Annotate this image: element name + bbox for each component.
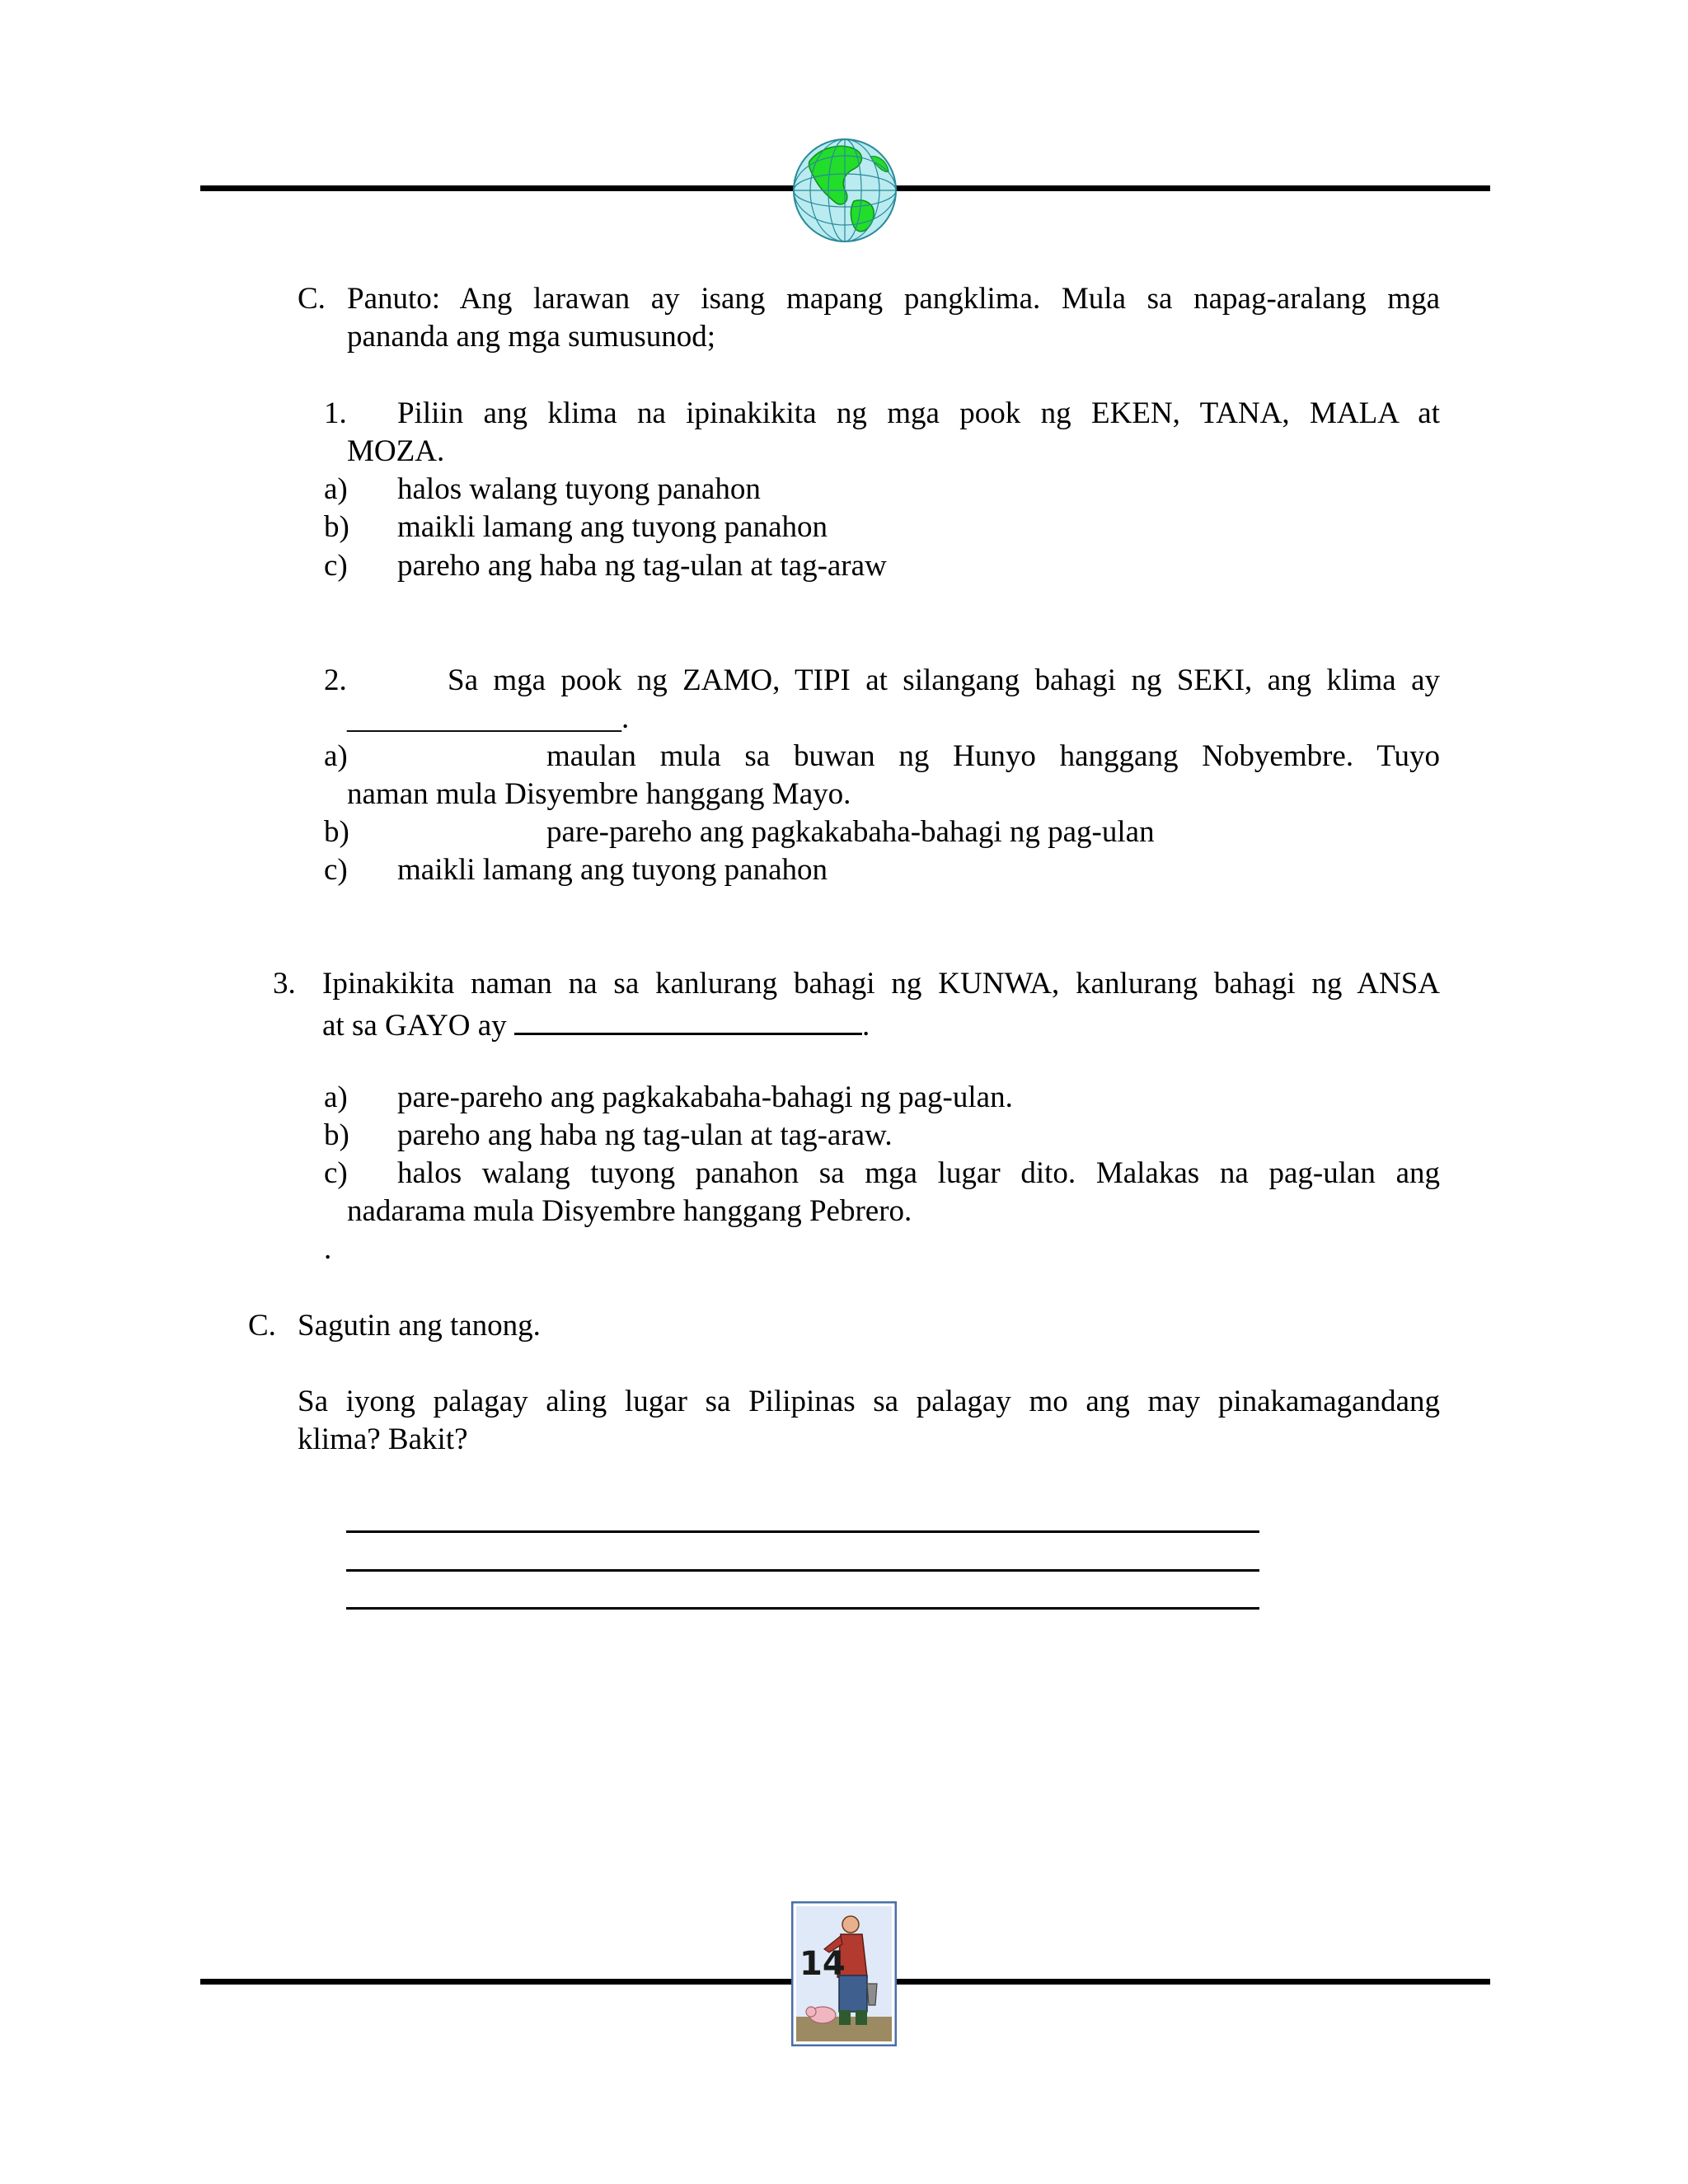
open-question-line-1: Sa iyong palagay aling lugar sa Pilipinas sa palagay mo ang may pinakamagandang: [298, 1385, 1440, 1418]
q3-text-line-2: [322, 1003, 870, 1045]
section-c-label: C.: [298, 282, 326, 316]
section-c2-heading: Sagutin ang tanong.: [298, 1309, 541, 1343]
page-badge: [791, 1901, 897, 2046]
globe-icon: [791, 137, 898, 244]
open-question-line-2: klima? Bakit?: [298, 1422, 468, 1456]
q3-option-a-label: a): [324, 1080, 348, 1114]
instruction-line-2: pananda ang mga sumusunod;: [347, 320, 715, 354]
q3-option-c-text-line-2: nadarama mula Disyembre hanggang Pebrero.: [347, 1194, 912, 1228]
page-number: 14: [799, 1945, 846, 1983]
q2-option-b-text: pare-pareho ang pagkakabaha-bahagi ng pag-ulan: [546, 815, 1155, 849]
answer-blank[interactable]: [514, 1003, 862, 1035]
q1-text-line-2: MOZA.: [347, 434, 445, 468]
q2-option-a-text-line-1: maulan mula sa buwan ng Hunyo hanggang Nobyembre. Tuyo: [546, 739, 1440, 773]
q2-option-a-label: a): [324, 739, 348, 773]
q3-text-line-2-suffix: .: [861, 1009, 870, 1043]
q1-option-b-text: maikli lamang ang tuyong panahon: [397, 510, 828, 544]
instruction-line-1: Panuto: Ang larawan ay isang mapang pangklima. Mula sa napag-aralang mga: [347, 282, 1440, 316]
trailing-dot: .: [324, 1232, 332, 1266]
q1-option-a-text: halos walang tuyong panahon: [397, 472, 761, 506]
q3-option-c-text-line-1: halos walang tuyong panahon sa mga lugar dito. Malakas na pag-ulan ang: [397, 1156, 1440, 1190]
q2-option-c-label: c): [324, 853, 348, 887]
q2-text-line-2: __________________.: [347, 701, 630, 735]
q1-text-line-1: Piliin ang klima na ipinakikita ng mga pook ng EKEN, TANA, MALA at: [397, 396, 1440, 430]
q1-option-a-label: a): [324, 472, 348, 506]
q2-number: 2.: [324, 663, 347, 697]
section-c2-label: C.: [248, 1309, 276, 1343]
q3-option-b-text: pareho ang haba ng tag-ulan at tag-araw.: [397, 1118, 893, 1152]
q2-option-a-text-line-2: naman mula Disyembre hanggang Mayo.: [347, 777, 851, 811]
answer-line-1[interactable]: [346, 1530, 1259, 1533]
q1-option-c-text: pareho ang haba ng tag-ulan at tag-araw: [397, 549, 887, 583]
q2-text-line-1: Sa mga pook ng ZAMO, TIPI at silangang bahagi ng SEKI, ang klima ay: [448, 663, 1440, 697]
q3-text-line-1: Ipinakikita naman na sa kanlurang bahagi ng KUNWA, kanlurang bahagi ng ANSA: [322, 967, 1440, 1001]
answer-line-2[interactable]: [346, 1569, 1259, 1572]
q3-text-line-2-prefix: at sa GAYO ay: [322, 1009, 507, 1043]
q3-option-a-text: pare-pareho ang pagkakabaha-bahagi ng pag-ulan.: [397, 1080, 1013, 1114]
q3-option-b-label: b): [324, 1118, 349, 1152]
answer-line-3[interactable]: [346, 1607, 1259, 1610]
q1-option-b-label: b): [324, 510, 349, 544]
q3-number: 3.: [273, 967, 296, 1001]
q2-option-c-text: maikli lamang ang tuyong panahon: [397, 853, 828, 887]
q1-option-c-label: c): [324, 549, 348, 583]
q2-option-b-label: b): [324, 815, 349, 849]
q3-option-c-label: c): [324, 1156, 348, 1190]
q1-number: 1.: [324, 396, 347, 430]
